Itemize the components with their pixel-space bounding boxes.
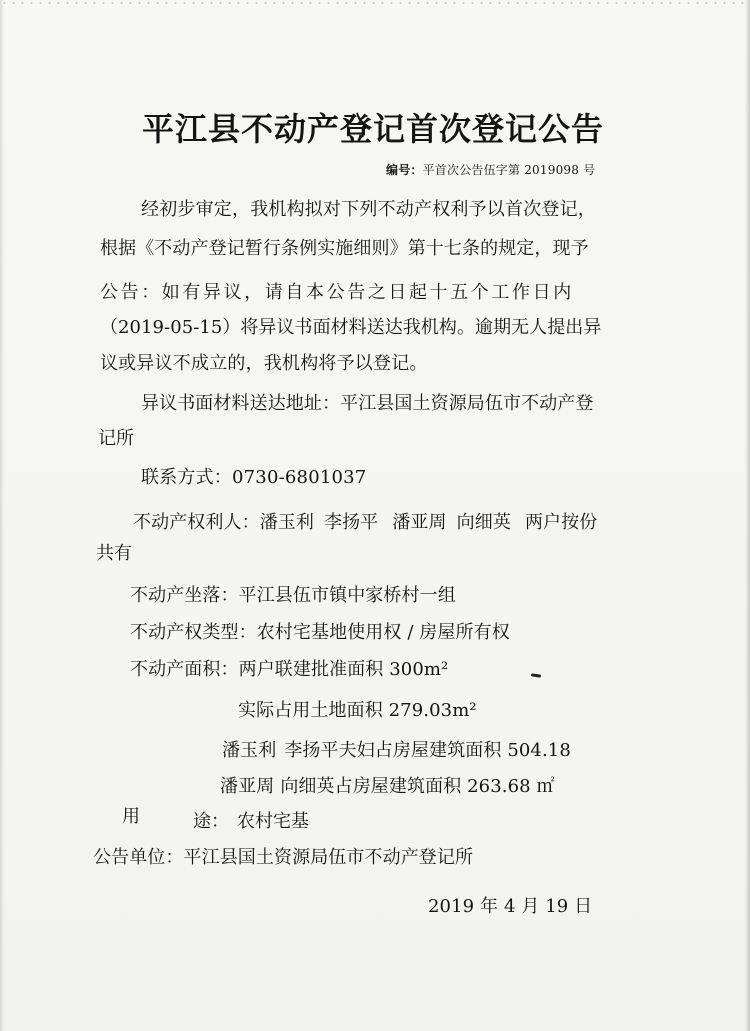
- intro-line-1: 经初步审定，我机构拟对下列不动产权利予以首次登记，: [141, 199, 596, 220]
- area-detail-line-3: [220, 778, 555, 796]
- document-code-label: 编号：: [386, 163, 423, 177]
- address-line-2: 记所: [98, 428, 134, 449]
- use-label-char-1: 用: [122, 806, 140, 827]
- intro-line-4: （2019-05-15）将异议书面材料送达我机构。逾期无人提出异: [100, 317, 602, 338]
- stray-ink-mark: [531, 673, 541, 677]
- owner-4: 向细英: [456, 512, 511, 533]
- scan-left-shadow: [0, 0, 4, 1031]
- owners-label: 不动产权利人：: [133, 512, 260, 533]
- area-detail-3-name: 潘亚周: [220, 776, 275, 797]
- scan-right-shadow: [745, 0, 750, 1031]
- use-value: 农村宅基: [237, 811, 309, 832]
- area-main-value: 两户联建批准面积 300m²: [238, 659, 449, 680]
- area-detail-2-rest: 李扬平夫妇占房屋建筑面积 504.18: [284, 740, 571, 761]
- area-label: 不动产面积：: [130, 659, 239, 680]
- owners-line: [133, 514, 597, 532]
- area-detail-3-rest: 向细英占房屋建筑面积 263.68 ㎡: [280, 776, 555, 797]
- intro-line-3: 公告：如有异议，请自本公告之日起十五个工作日内: [100, 282, 574, 303]
- intro-line-5: 议或异议不成立的，我机构将予以登记。: [100, 353, 428, 374]
- area-detail-line-2: [222, 742, 571, 760]
- owners-tail-line: 共有: [96, 543, 132, 564]
- area-detail-line-1: 实际占用土地面积 279.03m²: [238, 700, 477, 721]
- intro-line-2: 根据《不动产登记暂行条例实施细则》第十七条的规定，现予: [100, 238, 589, 259]
- property-type-line: 不动产权类型：农村宅基地使用权 / 房屋所有权: [130, 622, 510, 643]
- owner-2: 李扬平: [324, 512, 379, 533]
- document-code-value: 平首次公告伍字第 2019098 号: [422, 163, 596, 177]
- area-detail-2-name: 潘玉利: [222, 740, 277, 761]
- use-label-char-2: 途：: [193, 811, 229, 832]
- document-code-line: [386, 161, 595, 178]
- owner-3: 潘亚周: [392, 512, 447, 533]
- scan-top-dots: [0, 0, 750, 8]
- address-line-1: 异议书面材料送达地址：平江县国土资源局伍市不动产登: [141, 393, 594, 414]
- contact-line: 联系方式：0730-6801037: [141, 467, 367, 488]
- date-line: 2019 年 4 月 19 日: [428, 896, 593, 917]
- document-title: 平江县不动产登记首次登记公告: [141, 110, 604, 148]
- owner-1: 潘玉利: [259, 512, 315, 533]
- publisher-line: 公告单位：平江县国土资源局伍市不动产登记所: [93, 847, 474, 868]
- area-main-line: [130, 661, 448, 679]
- location-line: 不动产坐落：平江县伍市镇中家桥村一组: [130, 585, 456, 606]
- ownership-note: 两户按份: [524, 512, 598, 533]
